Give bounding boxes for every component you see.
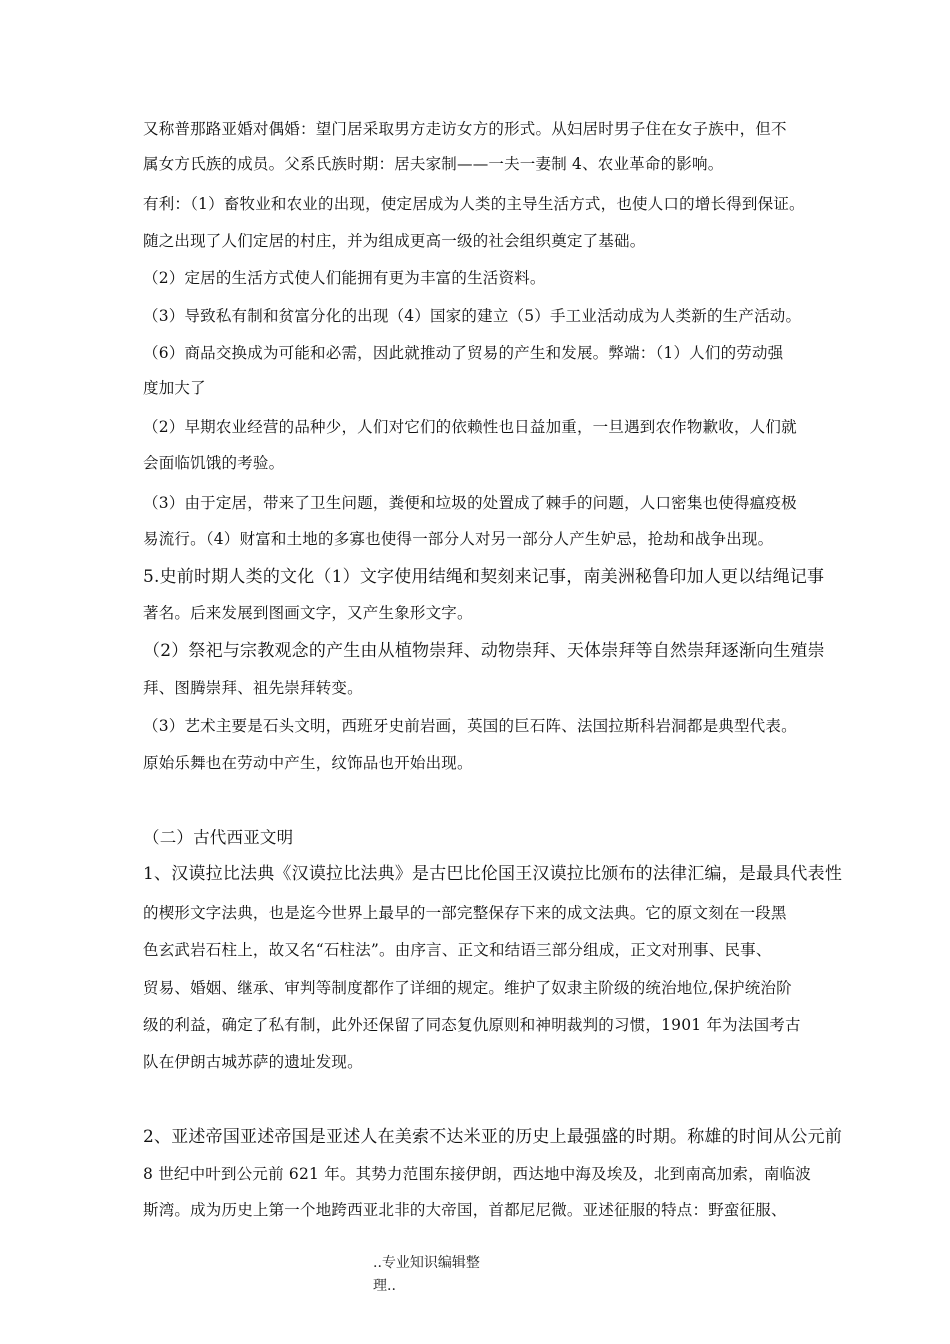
text-line: 级的利益，确定了私有制，此外还保留了同态复仇原则和神明裁判的习惯，1901 年为法国考古 (143, 1016, 801, 1034)
text-line: （2）定居的生活方式使人们能拥有更为丰富的生活资料。 (143, 269, 546, 287)
page-footer: 理.. (373, 1278, 396, 1294)
text-line: 贸易、婚姻、继承、审判等制度都作了详细的规定。维护了奴隶主阶级的统治地位,保护统治阶 (143, 979, 792, 997)
text-line: 原始乐舞也在劳动中产生，纹饰品也开始出现。 (143, 754, 473, 772)
text-line: 1、汉谟拉比法典《汉谟拉比法典》是古巴比伦国王汉谟拉比颁布的法律汇编，是最具代表性 (143, 864, 843, 884)
text-line: 5.史前时期人类的文化（1）文字使用结绳和契刻来记事，南美洲秘鲁印加人更以结绳记事 (143, 567, 825, 587)
text-line: 2、亚述帝国亚述帝国是亚述人在美索不达米亚的历史上最强盛的时期。称雄的时间从公元前 (143, 1127, 843, 1147)
text-line: 拜、图腾崇拜、祖先崇拜转变。 (143, 679, 363, 697)
page-footer: ..专业知识编辑整 (373, 1255, 480, 1271)
text-line: （6）商品交换成为可能和必需，因此就推动了贸易的产生和发展。弊端：（1）人们的劳动强 (143, 344, 784, 362)
text-line: 斯湾。成为历史上第一个地跨西亚北非的大帝国，首都尼尼微。亚述征服的特点：野蛮征服、 (143, 1201, 787, 1219)
text-line: （2）早期农业经营的品种少，人们对它们的依赖性也日益加重，一旦遇到农作物歉收，人们就 (143, 418, 797, 436)
text-line: 属女方氏族的成员。父系氏族时期：居夫家制——一夫一妻制 4、农业革命的影响。 (143, 155, 724, 173)
section-heading: （二）古代西亚文明 (143, 828, 294, 847)
text-line: 随之出现了人们定居的村庄，并为组成更高一级的社会组织奠定了基础。 (143, 232, 646, 250)
text-line: （2）祭祀与宗教观念的产生由从植物崇拜、动物崇拜、天体崇拜等自然崇拜逐渐向生殖崇 (143, 641, 825, 661)
text-line: 的楔形文字法典，也是迄今世界上最早的一部完整保存下来的成文法典。它的原文刻在一段黑 (143, 904, 787, 922)
text-line: 色玄武岩石柱上，故又名“石柱法”。由序言、正文和结语三部分组成，正文对刑事、民事、 (143, 941, 772, 959)
text-line: 有利：（1）畜牧业和农业的出现，使定居成为人类的主导生活方式，也使人口的增长得到保证。 (143, 195, 805, 213)
text-line: （3）导致私有制和贫富分化的出现（4）国家的建立（5）手工业活动成为人类新的生产活动。 (143, 307, 802, 325)
text-line: （3）由于定居，带来了卫生问题，粪便和垃圾的处置成了棘手的问题，人口密集也使得瘟疫极 (143, 494, 797, 512)
text-line: 会面临饥饿的考验。 (143, 454, 285, 472)
text-line: 著名。后来发展到图画文字，又产生象形文字。 (143, 604, 473, 622)
text-line: 队在伊朗古城苏萨的遗址发现。 (143, 1053, 363, 1071)
text-line: 度加大了 (143, 379, 206, 397)
text-line: 易流行。（4）财富和土地的多寡也使得一部分人对另一部分人产生妒忌，抢劫和战争出现。 (143, 530, 774, 548)
text-line: 又称普那路亚婚对偶婚：望门居采取男方走访女方的形式。从妇居时男子住在女子族中，但不 (143, 120, 787, 138)
text-line: （3）艺术主要是石头文明，西班牙史前岩画，英国的巨石阵、法国拉斯科岩洞都是典型代表。 (143, 717, 797, 735)
text-line: 8 世纪中叶到公元前 621 年。其势力范围东接伊朗，西达地中海及埃及，北到南高加索，南临波 (143, 1165, 811, 1183)
